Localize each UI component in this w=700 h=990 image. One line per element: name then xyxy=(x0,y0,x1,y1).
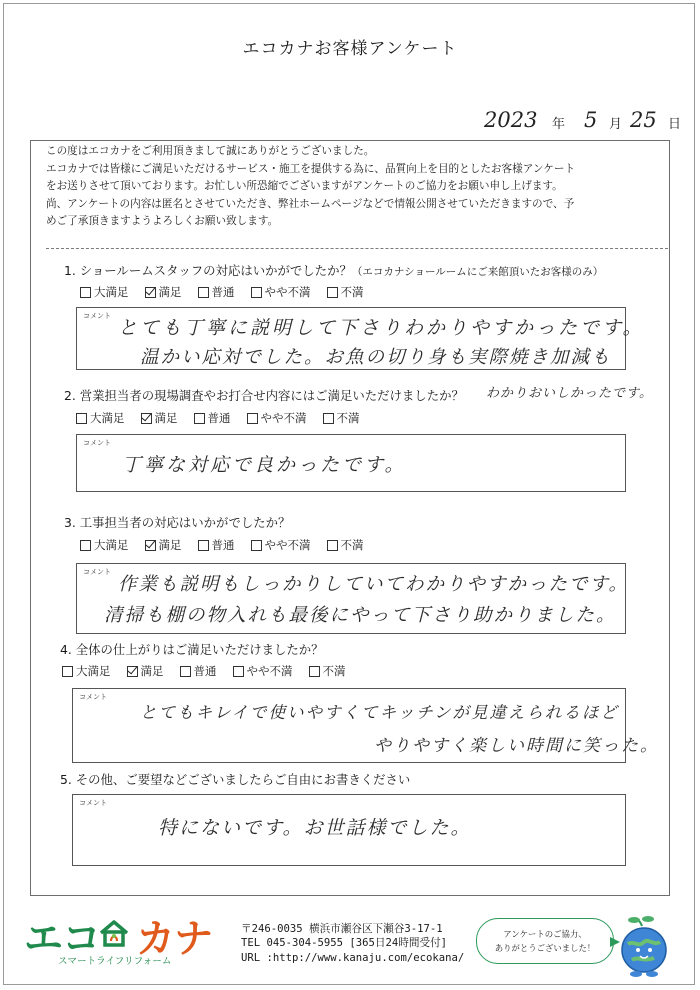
phone-line: TEL 045-304-5955 [365日24時間受付] xyxy=(241,937,448,950)
option-label: 普通 xyxy=(211,285,235,299)
question-2 xyxy=(64,386,464,404)
intro-line: めご了承頂きますようよろしくお願い致します。 xyxy=(46,215,279,228)
intro-line: をお送りさせて頂いております。お忙しい所恐縮でございますがアンケートのご協力をお願い申し上げます。 xyxy=(46,180,563,193)
option-5[interactable] xyxy=(327,284,364,300)
intro-line: この度はエコカナをご利用頂きまして誠にありがとうございました。 xyxy=(46,145,375,157)
question-4 xyxy=(60,640,324,658)
comment-handwriting: 作業も説明もしっかりしていてわかりやすかったです。 xyxy=(118,574,630,595)
company-address xyxy=(241,922,464,965)
comment-handwriting: 清掃も棚の物入れも最後にやって下さり助かりました。 xyxy=(104,605,617,626)
checkbox[interactable] xyxy=(247,413,258,424)
option-label: 普通 xyxy=(207,411,231,425)
option-2[interactable] xyxy=(145,284,182,300)
option-label: 大満足 xyxy=(76,664,111,678)
option-label: やや不満 xyxy=(264,538,311,552)
checkbox[interactable] xyxy=(80,540,91,551)
option-3[interactable] xyxy=(180,663,217,679)
checkbox[interactable] xyxy=(323,413,334,424)
comment-label: コメント xyxy=(79,693,107,701)
comment-handwriting: 丁寧な対応で良かったです。 xyxy=(122,454,407,476)
checkbox[interactable] xyxy=(141,413,152,424)
checkbox[interactable] xyxy=(198,287,209,298)
option-4[interactable] xyxy=(247,410,307,426)
option-label: 普通 xyxy=(211,538,235,552)
checkbox[interactable] xyxy=(251,287,262,298)
question-subtext: （エコカナショールームにご来館頂いたお客様のみ） xyxy=(351,266,604,278)
option-3[interactable] xyxy=(194,410,231,426)
option-2[interactable] xyxy=(145,537,182,553)
date-month-label: 月 xyxy=(609,117,623,132)
checkbox[interactable] xyxy=(76,413,87,424)
logo-text: エコ カナ xyxy=(24,917,213,962)
checkbox[interactable] xyxy=(327,287,338,298)
intro-line: 尚、アンケートの内容は匿名とさせていただき、弊社ホームページなどで情報公開させていただきますので、予 xyxy=(46,197,575,210)
house-icon xyxy=(98,919,130,947)
option-label: やや不満 xyxy=(264,285,311,299)
option-label: やや不満 xyxy=(260,411,307,425)
thanks-speech-bubble xyxy=(476,918,614,964)
checkbox[interactable] xyxy=(80,287,91,298)
checkbox[interactable] xyxy=(145,287,156,298)
option-1[interactable] xyxy=(80,537,129,553)
bubble-line: アンケートのご協力、 xyxy=(503,929,587,939)
option-label: 満足 xyxy=(154,411,178,425)
option-label: 大満足 xyxy=(94,285,129,299)
date-field xyxy=(478,104,688,134)
checkbox[interactable] xyxy=(62,666,73,677)
option-label: 満足 xyxy=(158,538,182,552)
option-label: 大満足 xyxy=(90,411,125,425)
option-3[interactable] xyxy=(198,537,235,553)
divider xyxy=(46,248,668,249)
ecokana-logo[interactable] xyxy=(24,908,224,968)
option-label: 普通 xyxy=(193,664,217,678)
intro-line: エコカナでは皆様にご満足いただけるサービス・施工を提供する為に、品質向上を目的としたお客様アンケート xyxy=(46,162,576,175)
option-4[interactable] xyxy=(251,537,311,553)
comment-label: コメント xyxy=(83,439,111,447)
date-month: 5 xyxy=(584,108,598,132)
options-q1 xyxy=(80,284,380,300)
comment-handwriting: やりやすく楽しい時間に笑った。 xyxy=(374,736,659,756)
date-year: 2023 xyxy=(484,108,538,132)
question-text: 5. その他、ご要望などございましたらご自由にお書きください xyxy=(60,772,411,787)
url-line[interactable]: URL :http://www.kanaju.com/ecokana/ xyxy=(241,951,465,964)
question-text: 2. 営業担当者の現場調査やお打合せ内容にはご満足いただけましたか？ xyxy=(64,388,464,403)
option-4[interactable] xyxy=(251,284,311,300)
checkbox[interactable] xyxy=(194,413,205,424)
options-q4 xyxy=(62,663,362,679)
checkbox[interactable] xyxy=(233,666,244,677)
checkbox[interactable] xyxy=(180,666,191,677)
checkbox[interactable] xyxy=(251,540,262,551)
options-q2 xyxy=(76,410,376,426)
option-label: 不満 xyxy=(336,411,360,425)
option-5[interactable] xyxy=(327,537,364,553)
bubble-line: ありがとうございました！ xyxy=(494,943,596,953)
question-text: 3. 工事担当者の対応はいかがでしたか？ xyxy=(64,515,291,530)
date-year-label: 年 xyxy=(552,117,566,132)
question-1 xyxy=(64,261,603,279)
checkbox[interactable] xyxy=(198,540,209,551)
option-label: 不満 xyxy=(340,538,364,552)
option-label: 満足 xyxy=(158,285,182,299)
question-5 xyxy=(60,770,410,788)
date-day: 25 xyxy=(630,108,657,132)
option-2[interactable] xyxy=(127,663,164,679)
question-3 xyxy=(64,513,290,531)
date-day-label: 日 xyxy=(668,117,682,132)
comment-label: コメント xyxy=(79,799,107,807)
comment-label: コメント xyxy=(83,312,111,320)
comment-handwriting: 特にないです。お世話様でした。 xyxy=(158,817,472,839)
option-1[interactable] xyxy=(80,284,129,300)
options-q3 xyxy=(80,537,380,553)
margin-note-handwriting: わかりおいしかったです。 xyxy=(486,386,653,401)
option-3[interactable] xyxy=(198,284,235,300)
question-text: 1. ショールームスタッフの対応はいかがでしたか？ xyxy=(64,263,352,278)
comment-handwriting: とても丁寧に説明して下さりわかりやすかったです。 xyxy=(118,317,645,339)
comment-handwriting: とてもキレイで使いやすくてキッチンが見違えられるほど xyxy=(140,703,619,722)
question-text: 4. 全体の仕上がりはご満足いただけましたか？ xyxy=(60,642,324,657)
page-title: エコカナお客様アンケート xyxy=(242,39,458,59)
comment-handwriting: 温かい応対でした。お魚の切り身も実際焼き加減も xyxy=(140,347,612,368)
logo-tagline: スマートライフリフォーム xyxy=(58,956,172,967)
option-4[interactable] xyxy=(233,663,293,679)
option-label: 満足 xyxy=(140,664,164,678)
comment-label: コメント xyxy=(83,568,111,576)
option-2[interactable] xyxy=(141,410,178,426)
option-label: 不満 xyxy=(322,664,346,678)
checkbox[interactable] xyxy=(327,540,338,551)
option-label: やや不満 xyxy=(246,664,293,678)
option-5[interactable] xyxy=(323,410,360,426)
option-1[interactable] xyxy=(76,410,125,426)
checkbox[interactable] xyxy=(127,666,138,677)
address-line: 〒246-0035 横浜市瀬谷区下瀬谷3-17-1 xyxy=(241,923,443,935)
checkbox[interactable] xyxy=(309,666,320,677)
option-label: 不満 xyxy=(340,285,364,299)
intro-text xyxy=(46,143,676,231)
option-5[interactable] xyxy=(309,663,346,679)
globe-mascot-icon xyxy=(614,912,684,980)
checkbox[interactable] xyxy=(145,540,156,551)
option-1[interactable] xyxy=(62,663,111,679)
option-label: 大満足 xyxy=(94,538,129,552)
